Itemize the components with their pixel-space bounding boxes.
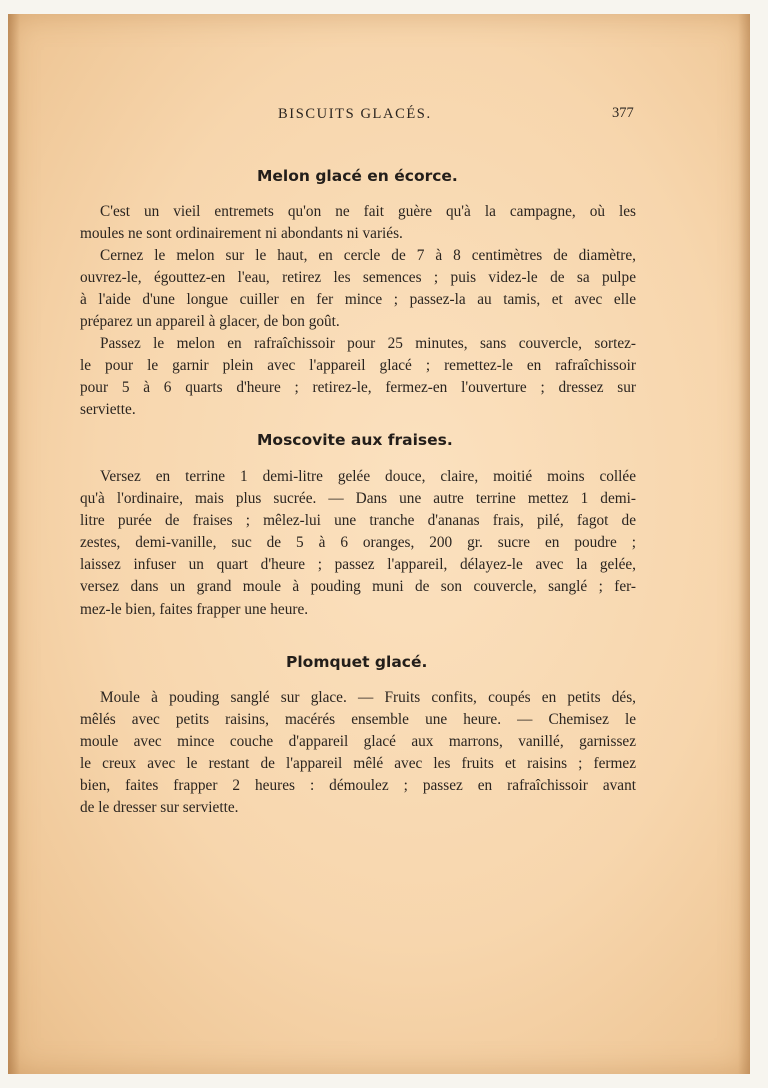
page-number: 377 bbox=[612, 105, 634, 121]
text-line: laissez infuser un quart d'heure ; passez l'appareil, délayez-le avec la gelée, bbox=[80, 556, 636, 574]
text-line: C'est un vieil entremets qu'on ne fait guère qu'à la campagne, où les bbox=[100, 203, 636, 220]
text-line: préparez un appareil à glacer, de bon goût. bbox=[80, 313, 340, 331]
text-line: Versez en terrine 1 demi-litre gelée douce, claire, moitié moins collée bbox=[100, 468, 636, 485]
text-line: à l'aide d'une longue cuiller en fer mince ; passez-la au tamis, et avec elle bbox=[80, 291, 636, 309]
paragraph bbox=[80, 201, 636, 245]
paragraph bbox=[80, 687, 636, 820]
text-line: zestes, demi-vanille, suc de 5 à 6 oranges, 200 gr. sucre en poudre ; bbox=[80, 534, 636, 552]
text-line: Cernez le melon sur le haut, en cercle de 7 à 8 centimètres de diamètre, bbox=[100, 247, 636, 264]
text-line: pour 5 à 6 quarts d'heure ; retirez-le, fermez-en l'ouverture ; dressez sur bbox=[80, 379, 636, 397]
text-line: Passez le melon en rafraîchissoir pour 25 minutes, sans couvercle, sortez- bbox=[100, 335, 636, 352]
page-gutter-shadow bbox=[8, 14, 20, 1074]
running-title: BISCUITS GLACÉS. bbox=[278, 106, 432, 122]
text-line: serviette. bbox=[80, 401, 136, 419]
recipe-title-plomquet: Plomquet glacé. bbox=[286, 653, 428, 671]
text-line: qu'à l'ordinaire, mais plus sucrée. — Dans une autre terrine mettez 1 demi- bbox=[80, 490, 636, 508]
text-line: de le dresser sur serviette. bbox=[80, 799, 239, 817]
text-line: bien, faites frapper 2 heures : démoulez ; passez en rafraîchissoir avant bbox=[80, 777, 636, 795]
recipe-title-moscovite: Moscovite aux fraises. bbox=[257, 431, 453, 449]
text-line: ouvrez-le, égouttez-en l'eau, retirez les semences ; puis videz-le de sa pulpe bbox=[80, 269, 636, 287]
text-line: moules ne sont ordinairement ni abondants ni variés. bbox=[80, 225, 403, 243]
text-line: moule avec mince couche d'appareil glacé aux marrons, vanillé, garnissez bbox=[80, 733, 636, 751]
recipe-title-melon: Melon glacé en écorce. bbox=[257, 167, 458, 185]
text-line: litre purée de fraises ; mêlez-lui une tranche d'ananas frais, pilé, fagot de bbox=[80, 512, 636, 530]
page-edge-shadow bbox=[738, 14, 750, 1074]
paragraph bbox=[80, 466, 636, 621]
paragraph bbox=[80, 245, 636, 333]
text-line: mez-le bien, faites frapper une heure. bbox=[80, 600, 309, 618]
text-line: le pour le garnir plein avec l'appareil glacé ; remettez-le en rafraîchissoir bbox=[80, 357, 636, 375]
text-line: versez dans un grand moule à pouding muni de son couvercle, sanglé ; fer- bbox=[80, 578, 636, 596]
text-line: le creux avec le restant de l'appareil mêlé avec les fruits et raisins ; fermez bbox=[80, 755, 636, 773]
text-line: mêlés avec petits raisins, macérés ensemble une heure. — Chemisez le bbox=[80, 711, 636, 729]
paragraph bbox=[80, 333, 636, 421]
text-line: Moule à pouding sanglé sur glace. — Fruits confits, coupés en petits dés, bbox=[100, 689, 636, 706]
